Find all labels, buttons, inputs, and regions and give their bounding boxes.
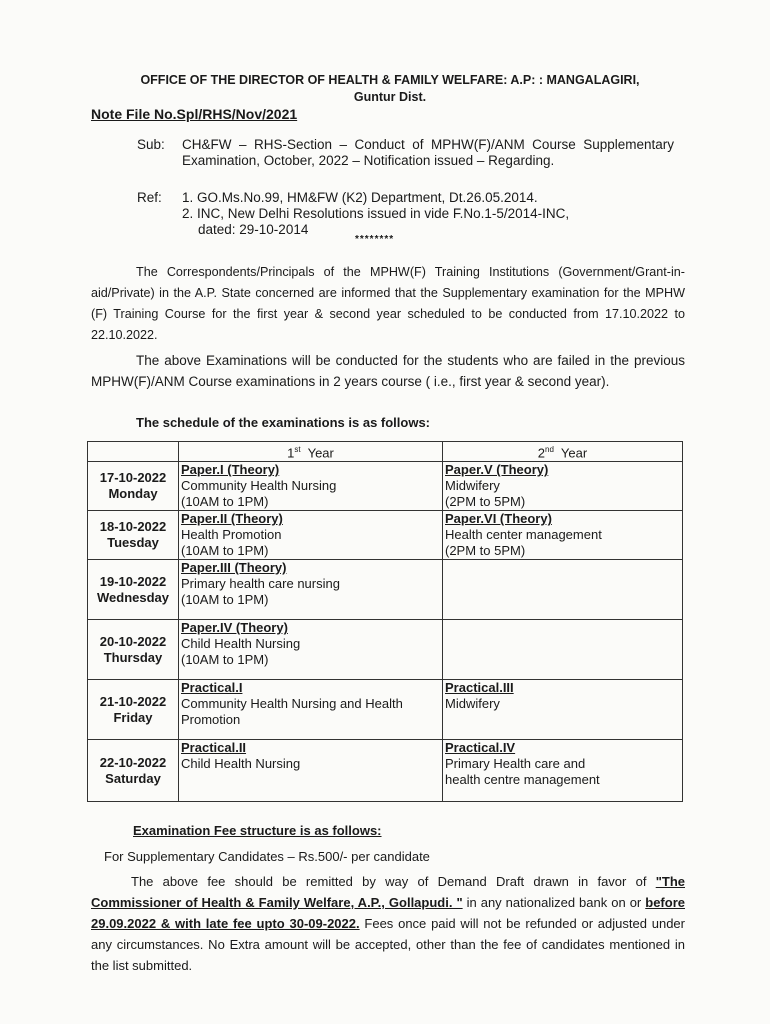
subject-label: Sub: <box>137 137 165 152</box>
date-cell: 17-10-2022 Monday <box>88 462 179 511</box>
table-row <box>88 620 683 680</box>
fee-line: For Supplementary Candidates – Rs.500/- per candidate <box>104 849 430 864</box>
table-row <box>88 740 683 802</box>
fee-deadline: before 29.09.2022 & with late fee upto 30-09-2022. <box>91 895 685 931</box>
table-row <box>88 462 683 511</box>
date-cell: 21-10-2022 Friday <box>88 680 179 740</box>
table-row <box>88 511 683 560</box>
second-year-cell <box>443 620 683 680</box>
reference-item-2-date: dated: 29-10-2014 <box>198 222 309 237</box>
header-second-year: 2nd Year <box>443 442 683 462</box>
fee-text-a: The above fee should be remitted by way of Demand Draft drawn in favor of <box>131 874 647 889</box>
reference-item-1: 1. GO.Ms.No.99, HM&FW (K2) Department, Dt.26.05.2014. <box>182 190 538 205</box>
table-row <box>88 680 683 740</box>
fee-text-c: Fees once paid will not be refunded or adjusted under any circumstances. No Extra amount will be accepted, other than the fee of candidates mentioned in the list submitted. <box>91 916 685 973</box>
reference-item-2: 2. INC, New Delhi Resolutions issued in vide F.No.1-5/2014-INC, <box>182 206 570 221</box>
date-cell: 22-10-2022 Saturday <box>88 740 179 802</box>
second-year-cell: Practical.IV Primary Health care and health centre management <box>443 740 683 802</box>
subject-text: CH&FW – RHS-Section – Conduct of MPHW(F)/ANM Course Supplementary Examination, October, 2022 – Notification issued – Regarding. <box>182 137 674 168</box>
fee-structure-heading: Examination Fee structure is as follows: <box>133 823 382 838</box>
schedule-heading: The schedule of the examinations is as follows: <box>136 415 431 430</box>
first-year-cell: Practical.I Community Health Nursing and Health Promotion <box>179 680 443 740</box>
paragraph-intro: The Correspondents/Principals of the MPHW(F) Training Institutions (Government/Grant-in-aid/Private) in the A.P. State concerned are informed that the Supplementary examination for the MPHW (F) Training Course for the first year & second year scheduled to be conducted from 17.10.2022 to 22.10.2022. <box>91 265 685 342</box>
reference-list <box>182 190 682 238</box>
header-first-year: 1st Year <box>179 442 443 462</box>
office-line-2: Guntur Dist. <box>353 90 427 104</box>
second-year-cell <box>443 560 683 620</box>
first-year-cell: Paper.II (Theory) Health Promotion (10AM to 1PM) <box>179 511 443 560</box>
office-line-1: OFFICE OF THE DIRECTOR OF HEALTH & FAMILY WELFARE: A.P: : MANGALAGIRI, <box>140 73 640 87</box>
header-date-cell <box>88 442 179 462</box>
table-row <box>88 560 683 620</box>
paragraph-fee-remittance <box>91 871 685 976</box>
fee-text-b: in any nationalized bank on or <box>466 895 642 910</box>
second-year-cell: Practical.III Midwifery <box>443 680 683 740</box>
first-year-cell: Paper.III (Theory) Primary health care nursing (10AM to 1PM) <box>179 560 443 620</box>
second-year-cell: Paper.V (Theory) Midwifery (2PM to 5PM) <box>443 462 683 511</box>
separator-stars: ******** <box>355 234 395 245</box>
date-cell: 19-10-2022 Wednesday <box>88 560 179 620</box>
first-year-cell: Paper.I (Theory) Community Health Nursing (10AM to 1PM) <box>179 462 443 511</box>
paragraph-eligibility: The above Examinations will be conducted for the students who are failed in the previous MPHW(F)/ANM Course examinations in 2 years course ( i.e., first year & second year). <box>91 353 685 389</box>
office-title <box>70 72 710 106</box>
first-year-cell: Practical.II Child Health Nursing <box>179 740 443 802</box>
note-file-number: Note File No.Spl/RHS/Nov/2021 <box>91 106 298 122</box>
date-cell: 18-10-2022 Tuesday <box>88 511 179 560</box>
payee-name: "The Commissioner of Health & Family Welfare, A.P., Gollapudi. " <box>91 874 685 910</box>
table-header-row <box>88 442 683 462</box>
second-year-cell: Paper.VI (Theory) Health center management (2PM to 5PM) <box>443 511 683 560</box>
reference-label: Ref: <box>137 190 162 205</box>
date-cell: 20-10-2022 Thursday <box>88 620 179 680</box>
exam-schedule-table <box>87 441 683 802</box>
first-year-cell: Paper.IV (Theory) Child Health Nursing (10AM to 1PM) <box>179 620 443 680</box>
